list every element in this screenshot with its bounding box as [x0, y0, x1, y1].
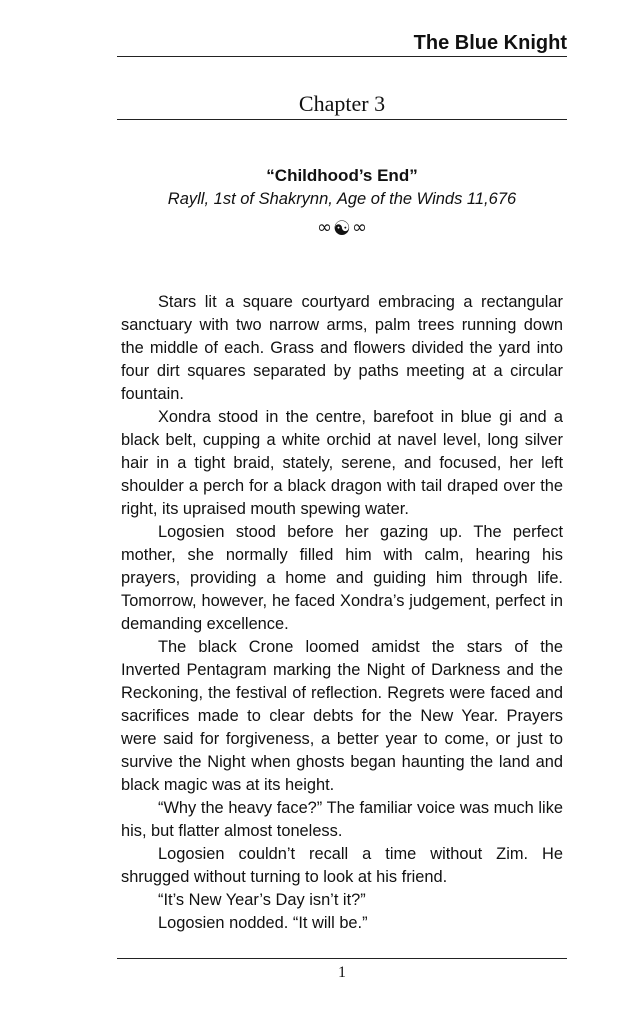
paragraph: Logosien couldn’t recall a time without Zim. He shrugged without turning to look at his friend. — [121, 845, 563, 886]
chapter-title: Chapter 3 — [298, 91, 386, 116]
chapter-rule — [117, 119, 567, 120]
paragraph: Logosien stood before her gazing up. The perfect mother, she normally filled him with calm, hearing his prayers, providing a home and guiding him through life. Tomorrow, however, he faced Xondra’s judgement, perfect in demanding excellence. — [121, 523, 563, 633]
chapter-dateline: Rayll, 1st of Shakrynn, Age of the Winds 11,676 — [167, 190, 517, 208]
header-rule — [117, 56, 567, 57]
paragraph: “It’s New Year’s Day isn’t it?” — [158, 891, 366, 909]
yin-yang-icon: ☯ — [333, 216, 351, 240]
paragraph: Stars lit a square courtyard embracing a rectangular sanctuary with two narrow arms, palm trees running down the middle of each. Grass and flowers divided the yard into four dirt squares separated by paths meeting at a circular fountain. — [121, 293, 563, 403]
infinity-icon: ∞ — [317, 217, 333, 238]
paragraph: Logosien nodded. “It will be.” — [158, 914, 368, 932]
section-title: “Childhood’s End” — [266, 166, 418, 185]
paragraph: The black Crone loomed amidst the stars of the Inverted Pentagram marking the Night of Darkness and the Reckoning, the festival of reflection. Regrets were faced and sacrifices made to clear debts for the New Year. Prayers were said for forgiveness, a better year to come, or just to survive the Night when ghosts began haunting the land and black magic was at its height. — [121, 638, 563, 794]
infinity-icon: ∞ — [351, 217, 367, 238]
paragraph: Xondra stood in the centre, barefoot in blue gi and a black belt, cupping a white orchid at navel level, long silver hair in a tight braid, stately, serene, and focused, her left shoulder a perch for a black dragon with tail draped over the right, its upraised mouth spewing water. — [121, 408, 563, 518]
page-number: 1 — [338, 964, 346, 981]
paragraph: “Why the heavy face?” The familiar voice was much like his, but flatter almost toneless. — [121, 799, 563, 840]
chapter-body — [121, 291, 563, 935]
running-header-title: The Blue Knight — [413, 32, 567, 54]
footer-rule — [117, 958, 567, 959]
ornament-divider — [117, 216, 567, 240]
